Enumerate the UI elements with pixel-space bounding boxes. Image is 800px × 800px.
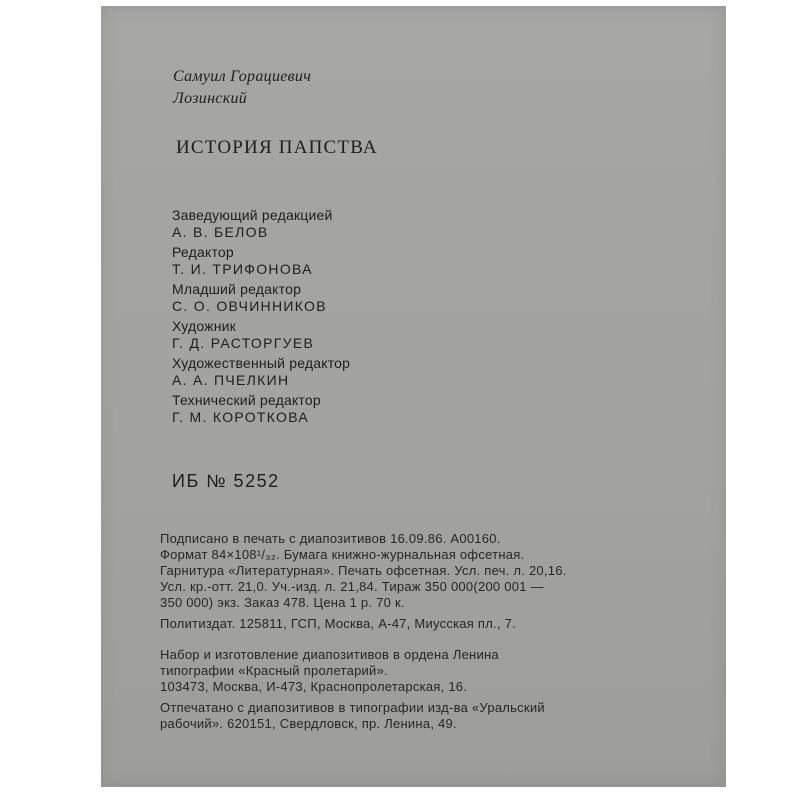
imprint-line: типографии «Красный пролетарий».: [160, 663, 388, 678]
imprint-line: 103473, Москва, И-473, Краснопролетарская, 16.: [160, 679, 468, 694]
credit-role: Технический редактор: [172, 392, 321, 408]
credit-role: Художественный редактор: [172, 355, 351, 371]
author-name-line2: Лозинский: [173, 90, 248, 107]
credit-person: А. В. БЕЛОВ: [172, 224, 269, 240]
credit-role: Художник: [172, 318, 237, 334]
credit-person: С. О. ОВЧИННИКОВ: [172, 298, 327, 314]
credit-person: Т. И. ТРИФОНОВА: [172, 261, 313, 277]
imprint-line: Гарнитура «Литературная». Печать офсетная. Усл. печ. л. 20,16.: [160, 563, 567, 578]
imprint-line: Формат 84×108¹/₃₂. Бумага книжно-журнальная офсетная.: [160, 547, 525, 562]
credit-person: А. А. ПЧЕЛКИН: [172, 372, 290, 388]
credit-person: Г. М. КОРОТКОВА: [172, 409, 310, 425]
printing-block: [160, 700, 545, 732]
book-title: ИСТОРИЯ ПАПСТВА: [176, 137, 378, 158]
publisher-address: Политиздат. 125811, ГСП, Москва, А-47, Миусская пл., 7.: [160, 616, 516, 631]
imprint-line: рабочий». 620151, Свердловск, пр. Ленина, 49.: [160, 716, 457, 731]
credit-person: Г. Д. РАСТОРГУЕВ: [172, 335, 315, 351]
imprint-line: Отпечатано с диапозитивов в типографии изд-ва «Уральский: [160, 700, 545, 715]
ib-number: ИБ № 5252: [172, 471, 280, 491]
print-details-block: [160, 531, 567, 611]
imprint-line: Усл. кр.-отт. 21,0. Уч.-изд. л. 21,84. Тираж 350 000(200 001 —: [160, 579, 544, 594]
typesetting-block: [160, 647, 499, 695]
author-name-line1: Самуил Горациевич: [173, 68, 312, 85]
imprint-line: 350 000) экз. Заказ 478. Цена 1 р. 70 к.: [160, 595, 405, 610]
book-page: [101, 6, 726, 787]
imprint-line: Набор и изготовление диапозитивов в ордена Ленина: [160, 647, 499, 662]
credit-role: Редактор: [172, 244, 234, 260]
credit-role: Заведующий редакцией: [172, 207, 333, 223]
credit-role: Младший редактор: [172, 281, 302, 297]
imprint-line: Подписано в печать с диапозитивов 16.09.86. А00160.: [160, 531, 501, 546]
